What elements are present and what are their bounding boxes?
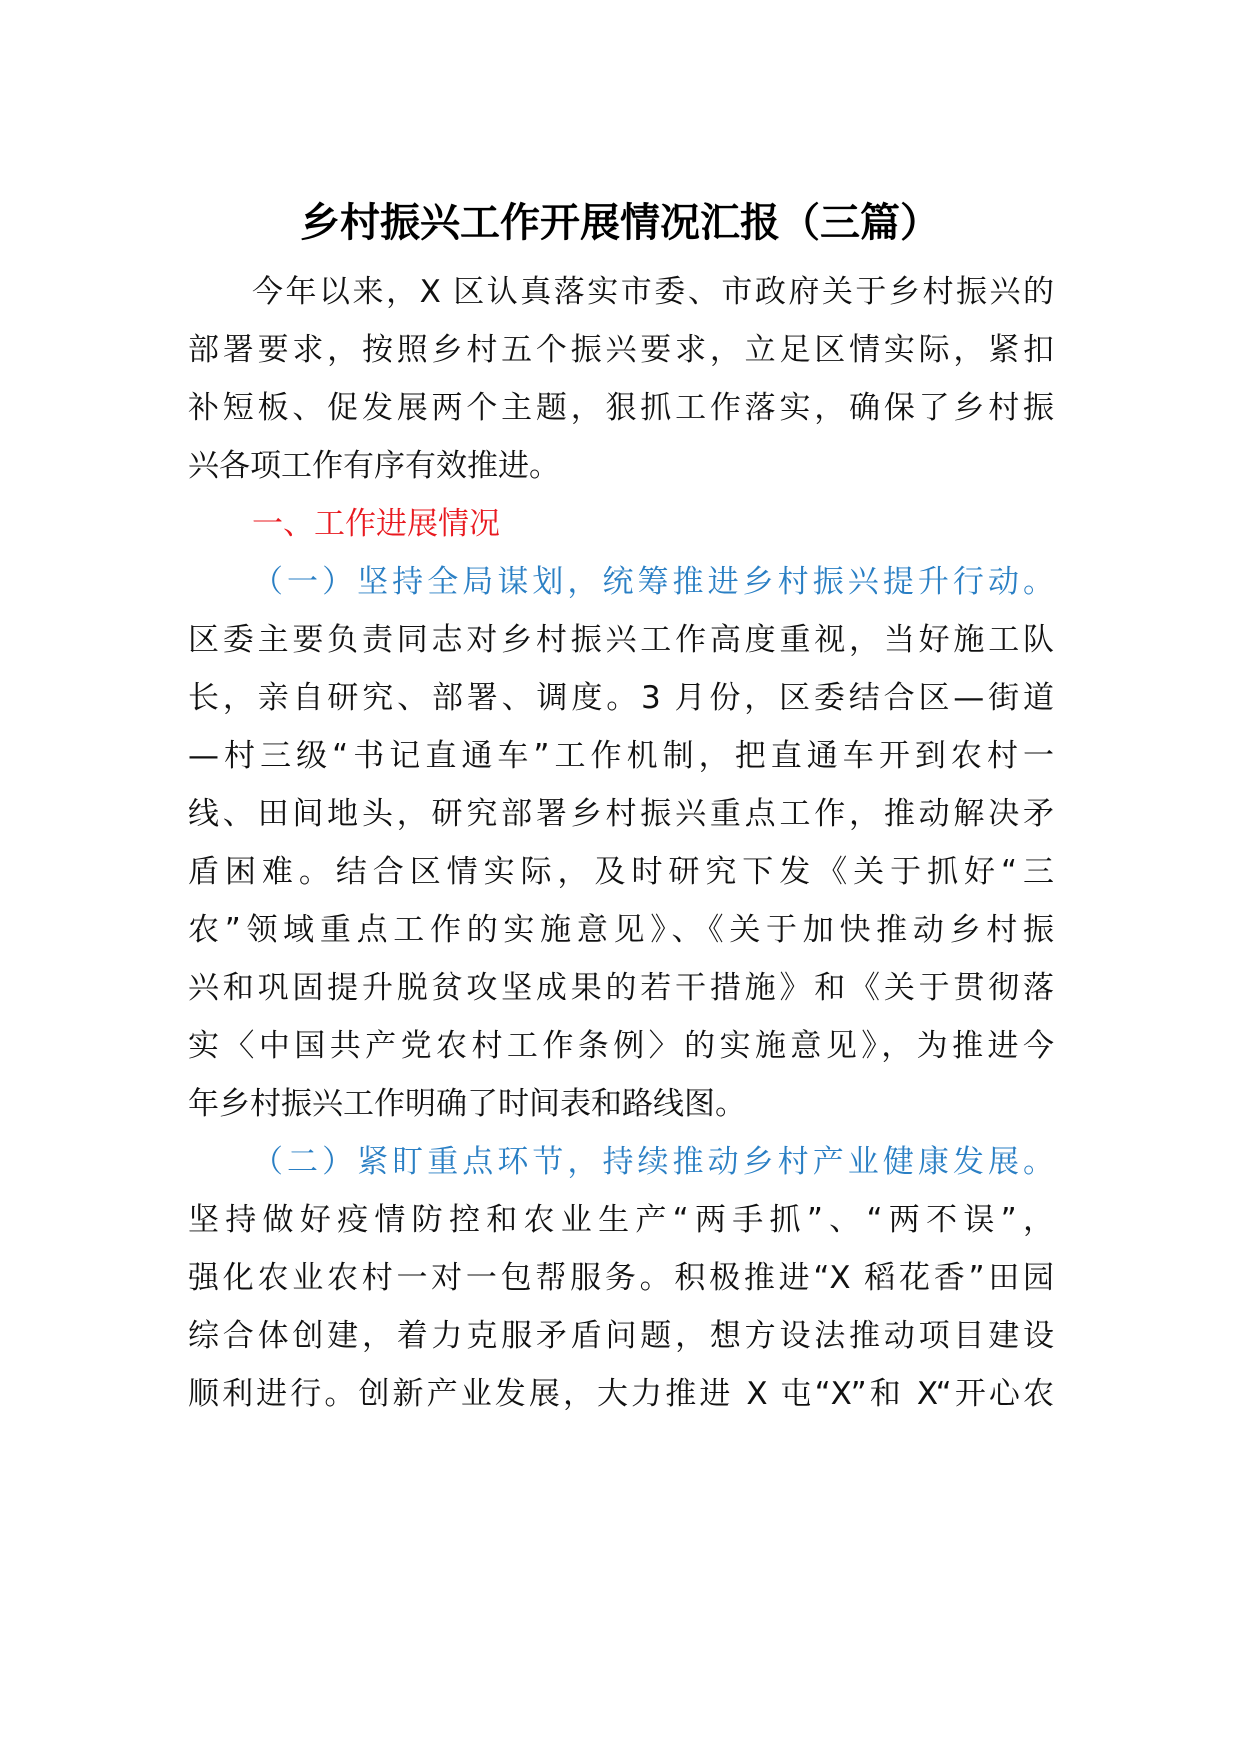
paragraph-line: 年乡村振兴工作明确了时间表和路线图。 (188, 1086, 746, 1122)
paragraph-line: 实〈中国共产党农村工作条例〉的实施意见》，为推进今 (188, 1028, 1054, 1064)
paragraph-line: 长，亲自研究、部署、调度。3 月份，区委结合区—街道 (188, 680, 1054, 716)
subsection-heading: （二）紧盯重点环节，持续推动乡村产业健康发展。 (252, 1144, 1054, 1180)
paragraph-line: 区委主要负责同志对乡村振兴工作高度重视，当好施工队 (188, 622, 1054, 658)
subsection-heading: （一）坚持全局谋划，统筹推进乡村振兴提升行动。 (252, 564, 1054, 600)
section-heading: 一、工作进展情况 (252, 506, 500, 542)
paragraph-line: 兴和巩固提升脱贫攻坚成果的若干措施》和《关于贯彻落 (188, 970, 1054, 1006)
paragraph-line: 补短板、促发展两个主题，狠抓工作落实，确保了乡村振 (188, 390, 1054, 426)
paragraph-line: 今年以来，X 区认真落实市委、市政府关于乡村振兴的 (252, 274, 1054, 310)
paragraph-line: 线、田间地头，研究部署乡村振兴重点工作，推动解决矛 (188, 796, 1054, 832)
paragraph-line: 部署要求，按照乡村五个振兴要求，立足区情实际，紧扣 (188, 332, 1054, 368)
document-title: 乡村振兴工作开展情况汇报（三篇） (300, 200, 940, 246)
paragraph-line: 强化农业农村一对一包帮服务。积极推进“X 稻花香”田园 (188, 1260, 1054, 1296)
paragraph-line: 兴各项工作有序有效推进。 (188, 448, 560, 484)
paragraph-line: 农”领域重点工作的实施意见》、《关于加快推动乡村振 (188, 912, 1054, 948)
paragraph-line: 综合体创建，着力克服矛盾问题，想方设法推动项目建设 (188, 1318, 1054, 1354)
paragraph-line: 顺利进行。创新产业发展，大力推进 X 屯“X”和 X“开心农 (188, 1376, 1054, 1412)
paragraph-line: —村三级“书记直通车”工作机制，把直通车开到农村一 (188, 738, 1054, 774)
paragraph-line: 盾困难。结合区情实际，及时研究下发《关于抓好“三 (188, 854, 1054, 890)
paragraph-line: 坚持做好疫情防控和农业生产“两手抓”、“两不误”， (188, 1202, 1054, 1238)
